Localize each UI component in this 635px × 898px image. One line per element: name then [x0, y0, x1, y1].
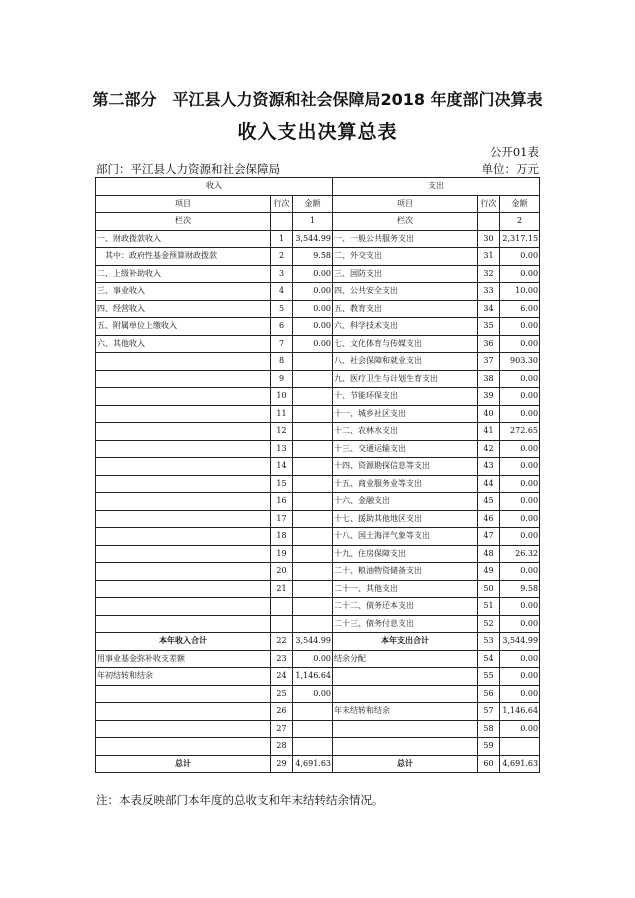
- income-row-cell: 26: [271, 703, 293, 721]
- table-row: [96, 388, 540, 406]
- expense-item-cell: 十八、国土海洋气象等支出: [333, 528, 478, 546]
- income-item-cell: [96, 685, 271, 703]
- income-amount-cell: [293, 458, 333, 476]
- expense-row-cell: 31: [478, 248, 500, 266]
- expense-column-label: 栏次: [333, 213, 478, 231]
- income-item-cell: 三、事业收入: [96, 283, 271, 301]
- expense-row-cell: 32: [478, 265, 500, 283]
- expense-amount-cell: 0.00: [500, 528, 540, 546]
- table-header-row: [96, 178, 540, 196]
- income-amount-cell: 0.00: [293, 650, 333, 668]
- expense-amount-cell: 2,317.15: [500, 230, 540, 248]
- income-row-cell: 22: [271, 633, 293, 651]
- expense-item-cell: 二十一、其他支出: [333, 580, 478, 598]
- income-row-cell: [271, 615, 293, 633]
- income-item-cell: 总计: [96, 755, 271, 773]
- income-item-cell: 年初结转和结余: [96, 668, 271, 686]
- income-item-cell: [96, 458, 271, 476]
- income-row-cell: 23: [271, 650, 293, 668]
- income-amount-cell: 0.00: [293, 335, 333, 353]
- expense-row-cell: 58: [478, 720, 500, 738]
- expense-item-cell: 十五、商业服务业等支出: [333, 475, 478, 493]
- income-item-cell: [96, 615, 271, 633]
- income-row-cell: 27: [271, 720, 293, 738]
- expense-item-cell: 总计: [333, 755, 478, 773]
- table-row: [96, 738, 540, 756]
- expense-item-cell: 六、科学技术支出: [333, 318, 478, 336]
- expense-amount-cell: 0.00: [500, 493, 540, 511]
- empty-cell: [478, 213, 500, 231]
- income-item-cell: 一、财政拨款收入: [96, 230, 271, 248]
- income-row-cell: 2: [271, 248, 293, 266]
- expense-item-cell: 十六、金融支出: [333, 493, 478, 511]
- income-row-cell: 10: [271, 388, 293, 406]
- empty-cell: [271, 213, 293, 231]
- income-row-cell: 14: [271, 458, 293, 476]
- expense-amount-cell: 0.00: [500, 615, 540, 633]
- table-body: [96, 230, 540, 773]
- table-row: [96, 458, 540, 476]
- table-row: [96, 545, 540, 563]
- expense-amount-cell: 0.00: [500, 563, 540, 581]
- income-amount-cell: [293, 440, 333, 458]
- income-item-cell: [96, 510, 271, 528]
- expense-item-cell: 一、一般公共服务支出: [333, 230, 478, 248]
- expense-item-cell: 二十三、债务付息支出: [333, 615, 478, 633]
- income-amount-cell: 0.00: [293, 685, 333, 703]
- expense-item-cell: 二十二、债务还本支出: [333, 598, 478, 616]
- income-item-cell: 六、其他收入: [96, 335, 271, 353]
- table-row: [96, 475, 540, 493]
- table-row: [96, 353, 540, 371]
- table-row: [96, 230, 540, 248]
- expense-item-cell: 二、外交支出: [333, 248, 478, 266]
- table-row: [96, 318, 540, 336]
- expense-row-cell: 52: [478, 615, 500, 633]
- expense-amount-cell: 0.00: [500, 318, 540, 336]
- income-row-cell: 18: [271, 528, 293, 546]
- income-item-cell: [96, 493, 271, 511]
- column-header-row: [96, 195, 540, 213]
- expense-item-cell: 十一、城乡社区支出: [333, 405, 478, 423]
- expense-row-cell: 47: [478, 528, 500, 546]
- income-amount-cell: [293, 388, 333, 406]
- expense-item-cell: 七、文化体育与传媒支出: [333, 335, 478, 353]
- unit-label: 单位：万元: [481, 162, 539, 176]
- expense-row-cell: 54: [478, 650, 500, 668]
- expense-amount-cell: 0.00: [500, 685, 540, 703]
- income-amount-cell: 1,146.64: [293, 668, 333, 686]
- table-row: [96, 300, 540, 318]
- expense-item-cell: 二十、粮油物资储备支出: [333, 563, 478, 581]
- table-title: 收入支出决算总表: [237, 121, 398, 143]
- income-item-cell: 五、附属单位上缴收入: [96, 318, 271, 336]
- income-amount-cell: 9.58: [293, 248, 333, 266]
- expense-item-cell: 十、节能环保支出: [333, 388, 478, 406]
- column-index-row: [96, 213, 540, 231]
- expense-row-cell: 41: [478, 423, 500, 441]
- expense-amount-cell: 0.00: [500, 335, 540, 353]
- form-number: 公开01表: [489, 145, 539, 159]
- expense-row-cell: 49: [478, 563, 500, 581]
- income-row-cell: 6: [271, 318, 293, 336]
- income-item-cell: [96, 353, 271, 371]
- income-item-cell: [96, 440, 271, 458]
- expense-row-cell: 43: [478, 458, 500, 476]
- expense-item-header: 项目: [333, 195, 478, 213]
- expense-item-cell: 十九、住房保障支出: [333, 545, 478, 563]
- income-amount-cell: [293, 405, 333, 423]
- expense-item-cell: 五、教育支出: [333, 300, 478, 318]
- table-row: [96, 598, 540, 616]
- expense-amount-cell: 0.00: [500, 265, 540, 283]
- income-row-cell: 17: [271, 510, 293, 528]
- income-row-cell: 11: [271, 405, 293, 423]
- table-row: [96, 685, 540, 703]
- table-row: [96, 370, 540, 388]
- expense-amount-cell: 0.00: [500, 598, 540, 616]
- expense-row-cell: 57: [478, 703, 500, 721]
- table-row: [96, 650, 540, 668]
- expense-item-cell: 结余分配: [333, 650, 478, 668]
- table-row: [96, 248, 540, 266]
- income-expense-table: [95, 177, 540, 773]
- table-row: [96, 755, 540, 773]
- expense-amount-cell: 0.00: [500, 405, 540, 423]
- table-row: [96, 528, 540, 546]
- income-item-cell: [96, 738, 271, 756]
- income-row-cell: 28: [271, 738, 293, 756]
- expense-row-cell: 40: [478, 405, 500, 423]
- income-row-cell: 19: [271, 545, 293, 563]
- expense-amount-cell: 903.30: [500, 353, 540, 371]
- table-row: [96, 493, 540, 511]
- expense-amount-header: 金额: [500, 195, 540, 213]
- income-column-label: 栏次: [96, 213, 271, 231]
- expense-row-cell: 44: [478, 475, 500, 493]
- expense-amount-cell: 26.32: [500, 545, 540, 563]
- expense-row-cell: 30: [478, 230, 500, 248]
- expense-amount-cell: 0.00: [500, 650, 540, 668]
- income-amount-header: 金额: [293, 195, 333, 213]
- expense-amount-cell: 0.00: [500, 668, 540, 686]
- expense-row-cell: 46: [478, 510, 500, 528]
- expense-amount-cell: 0.00: [500, 440, 540, 458]
- income-item-cell: 用事业基金弥补收支差额: [96, 650, 271, 668]
- table-row: [96, 615, 540, 633]
- income-header: 收入: [96, 178, 333, 196]
- income-amount-cell: 0.00: [293, 318, 333, 336]
- expense-row-cell: 38: [478, 370, 500, 388]
- table-row: [96, 563, 540, 581]
- income-row-cell: 20: [271, 563, 293, 581]
- expense-row-cell: 39: [478, 388, 500, 406]
- department-label: 部门：平江县人力资源和社会保障局: [96, 162, 280, 176]
- income-item-cell: 本年收入合计: [96, 633, 271, 651]
- table-row: [96, 335, 540, 353]
- income-amount-cell: [293, 738, 333, 756]
- income-amount-cell: 4,691.63: [293, 755, 333, 773]
- income-amount-cell: 0.00: [293, 300, 333, 318]
- income-row-cell: 3: [271, 265, 293, 283]
- expense-item-cell: 十二、农林水支出: [333, 423, 478, 441]
- expense-item-cell: [333, 738, 478, 756]
- expense-amount-cell: 0.00: [500, 370, 540, 388]
- income-amount-cell: [293, 475, 333, 493]
- expense-row-cell: 35: [478, 318, 500, 336]
- income-amount-cell: 3,544.99: [293, 633, 333, 651]
- income-item-cell: [96, 703, 271, 721]
- income-amount-cell: [293, 370, 333, 388]
- expense-item-cell: 年末结转和结余: [333, 703, 478, 721]
- income-amount-cell: [293, 563, 333, 581]
- income-amount-cell: [293, 353, 333, 371]
- income-amount-cell: [293, 580, 333, 598]
- income-row-cell: 4: [271, 283, 293, 301]
- table-row: [96, 720, 540, 738]
- expense-amount-cell: 0.00: [500, 388, 540, 406]
- footnote: 注：本表反映部门本年度的总收支和年末结转结余情况。: [96, 793, 384, 807]
- expense-header: 支出: [333, 178, 540, 196]
- expense-amount-cell: 0.00: [500, 510, 540, 528]
- expense-item-cell: 三、国防支出: [333, 265, 478, 283]
- expense-row-cell: 50: [478, 580, 500, 598]
- expense-amount-cell: 4,691.63: [500, 755, 540, 773]
- income-row-cell: 5: [271, 300, 293, 318]
- expense-row-cell: 53: [478, 633, 500, 651]
- table-row: [96, 265, 540, 283]
- expense-row-cell: 59: [478, 738, 500, 756]
- income-row-cell: [271, 598, 293, 616]
- table-row: [96, 423, 540, 441]
- income-item-cell: [96, 405, 271, 423]
- expense-item-cell: [333, 685, 478, 703]
- income-item-cell: [96, 580, 271, 598]
- income-item-cell: [96, 423, 271, 441]
- income-row-cell: 15: [271, 475, 293, 493]
- income-amount-cell: [293, 720, 333, 738]
- table-row: [96, 440, 540, 458]
- expense-amount-cell: 1,146.64: [500, 703, 540, 721]
- column-1-label: 1: [293, 213, 333, 231]
- income-row-cell: 9: [271, 370, 293, 388]
- expense-row-cell: 42: [478, 440, 500, 458]
- income-item-cell: [96, 720, 271, 738]
- expense-amount-cell: 0.00: [500, 458, 540, 476]
- expense-row-cell: 45: [478, 493, 500, 511]
- income-row-cell: 21: [271, 580, 293, 598]
- income-amount-cell: [293, 493, 333, 511]
- income-item-cell: 其中：政府性基金预算财政拨款: [96, 248, 271, 266]
- income-item-cell: 四、经营收入: [96, 300, 271, 318]
- income-amount-cell: [293, 545, 333, 563]
- expense-row-cell: 36: [478, 335, 500, 353]
- expense-row-cell: 60: [478, 755, 500, 773]
- expense-item-cell: 十三、交通运输支出: [333, 440, 478, 458]
- table-row: [96, 510, 540, 528]
- expense-row-header: 行次: [478, 195, 500, 213]
- income-amount-cell: 3,544.99: [293, 230, 333, 248]
- table-row: [96, 703, 540, 721]
- expense-item-cell: [333, 668, 478, 686]
- expense-item-cell: [333, 720, 478, 738]
- column-2-label: 2: [500, 213, 540, 231]
- table-row: [96, 580, 540, 598]
- expense-amount-cell: 3,544.99: [500, 633, 540, 651]
- table-row: [96, 405, 540, 423]
- expense-row-cell: 51: [478, 598, 500, 616]
- income-row-cell: 16: [271, 493, 293, 511]
- document-title: 第二部分 平江县人力资源和社会保障局2018 年度部门决算表: [92, 90, 543, 109]
- expense-amount-cell: 9.58: [500, 580, 540, 598]
- expense-row-cell: 56: [478, 685, 500, 703]
- expense-amount-cell: 272.65: [500, 423, 540, 441]
- income-amount-cell: 0.00: [293, 283, 333, 301]
- income-amount-cell: [293, 615, 333, 633]
- expense-amount-cell: 10.00: [500, 283, 540, 301]
- table-row: [96, 633, 540, 651]
- income-row-header: 行次: [271, 195, 293, 213]
- income-row-cell: 29: [271, 755, 293, 773]
- expense-amount-cell: [500, 738, 540, 756]
- income-amount-cell: [293, 598, 333, 616]
- expense-amount-cell: 6.00: [500, 300, 540, 318]
- expense-item-cell: 九、医疗卫生与计划生育支出: [333, 370, 478, 388]
- expense-row-cell: 37: [478, 353, 500, 371]
- expense-item-cell: 八、社会保障和就业支出: [333, 353, 478, 371]
- income-amount-cell: [293, 703, 333, 721]
- income-item-cell: [96, 475, 271, 493]
- expense-row-cell: 48: [478, 545, 500, 563]
- expense-item-cell: 本年支出合计: [333, 633, 478, 651]
- expense-amount-cell: 0.00: [500, 720, 540, 738]
- expense-row-cell: 33: [478, 283, 500, 301]
- income-row-cell: 8: [271, 353, 293, 371]
- expense-amount-cell: 0.00: [500, 248, 540, 266]
- income-item-cell: [96, 528, 271, 546]
- income-item-cell: [96, 563, 271, 581]
- income-item-cell: 二、上级补助收入: [96, 265, 271, 283]
- income-row-cell: 7: [271, 335, 293, 353]
- income-row-cell: 1: [271, 230, 293, 248]
- income-amount-cell: [293, 510, 333, 528]
- expense-row-cell: 55: [478, 668, 500, 686]
- expense-item-cell: 四、公共安全支出: [333, 283, 478, 301]
- income-item-cell: [96, 598, 271, 616]
- expense-item-cell: 十四、资源勘探信息等支出: [333, 458, 478, 476]
- income-row-cell: 25: [271, 685, 293, 703]
- income-row-cell: 24: [271, 668, 293, 686]
- income-item-cell: [96, 388, 271, 406]
- income-row-cell: 13: [271, 440, 293, 458]
- income-row-cell: 12: [271, 423, 293, 441]
- income-amount-cell: 0.00: [293, 265, 333, 283]
- income-item-cell: [96, 545, 271, 563]
- table-row: [96, 668, 540, 686]
- income-amount-cell: [293, 423, 333, 441]
- income-item-cell: [96, 370, 271, 388]
- expense-amount-cell: 0.00: [500, 475, 540, 493]
- income-item-header: 项目: [96, 195, 271, 213]
- expense-item-cell: 十七、援助其他地区支出: [333, 510, 478, 528]
- expense-row-cell: 34: [478, 300, 500, 318]
- table-row: [96, 283, 540, 301]
- income-amount-cell: [293, 528, 333, 546]
